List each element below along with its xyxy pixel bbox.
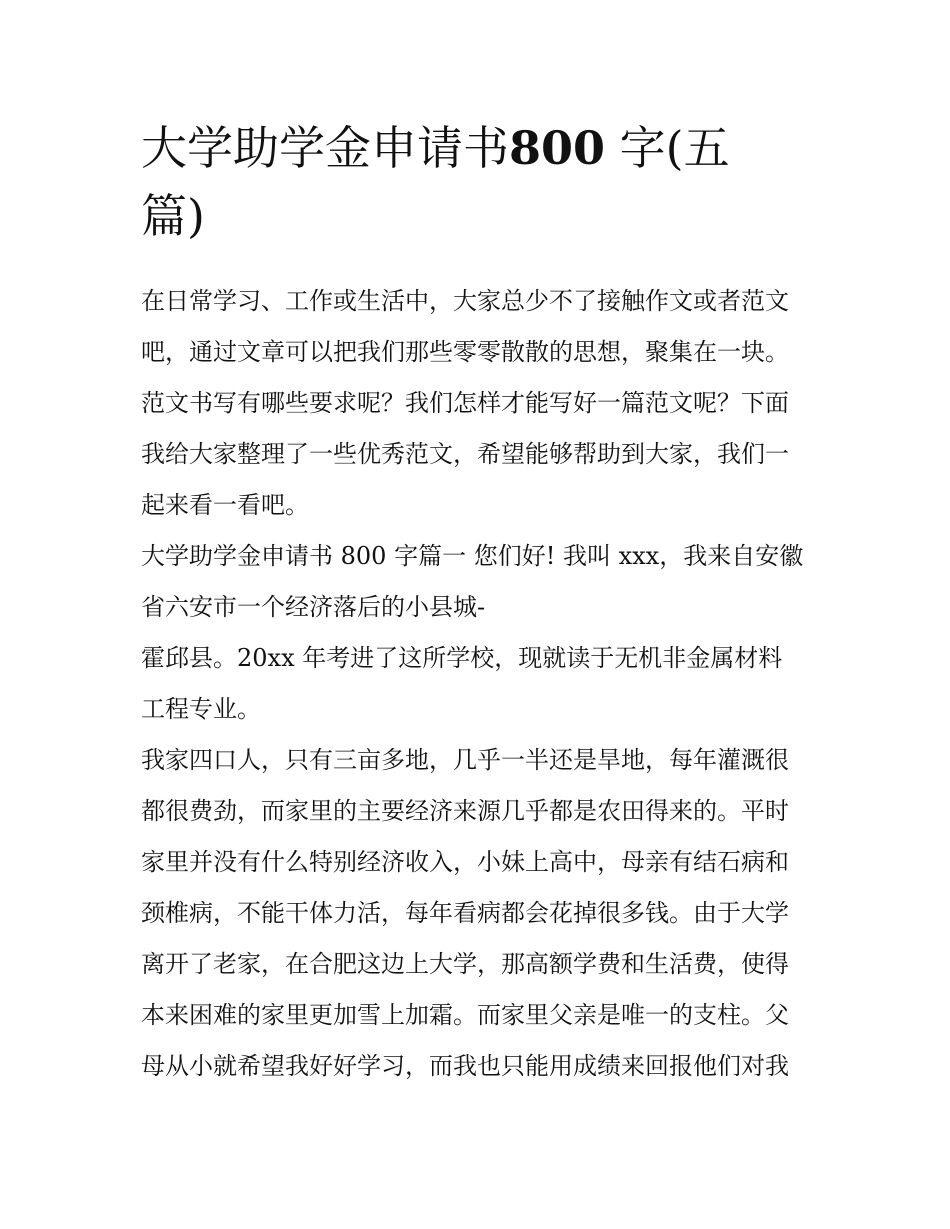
paragraph-line: 大学助学金申请书 800 字篇一 您们好! 我叫 xxx，我来自安徽 bbox=[141, 542, 804, 570]
paragraph-line: 家里并没有什么特别经济收入，小妹上高中，母亲有结石病和 bbox=[141, 848, 789, 876]
document-body bbox=[141, 276, 813, 1092]
paragraph-line: 我给大家整理了一些优秀范文，希望能够帮助到大家，我们一 bbox=[141, 440, 789, 468]
title-text-part1: 大学助学金申请书 bbox=[141, 121, 509, 175]
paragraph-line: 起来看一看吧。 bbox=[141, 491, 309, 519]
paragraph-line: 霍邱县。20xx 年考进了这所学校，现就读于无机非金属材料 bbox=[141, 644, 783, 672]
paragraph-line: 都很费劲，而家里的主要经济来源几乎都是农田得来的。平时 bbox=[141, 797, 789, 825]
title-number: 800 bbox=[509, 121, 606, 175]
title-text-part3: 字(五 bbox=[605, 121, 730, 175]
paragraph-family-situation bbox=[141, 735, 813, 1092]
document-title bbox=[141, 114, 811, 250]
title-text-part4: 篇) bbox=[141, 189, 205, 243]
paragraph-essay-one-opening bbox=[141, 531, 813, 633]
paragraph-line: 范文书写有哪些要求呢？我们怎样才能写好一篇范文呢？下面 bbox=[141, 389, 789, 417]
paragraph-line: 省六安市一个经济落后的小县城- bbox=[141, 593, 486, 621]
paragraph-intro bbox=[141, 276, 813, 531]
paragraph-school-info bbox=[141, 633, 813, 735]
paragraph-line: 母从小就希望我好好学习，而我也只能用成绩来回报他们对我 bbox=[141, 1052, 789, 1080]
paragraph-line: 工程专业。 bbox=[141, 695, 261, 723]
paragraph-line: 颈椎病，不能干体力活，每年看病都会花掉很多钱。由于大学 bbox=[141, 899, 789, 927]
paragraph-line: 吧，通过文章可以把我们那些零零散散的思想，聚集在一块。 bbox=[141, 338, 789, 366]
paragraph-line: 离开了老家，在合肥这边上大学，那高额学费和生活费，使得 bbox=[141, 950, 789, 978]
paragraph-line: 我家四口人，只有三亩多地，几乎一半还是旱地，每年灌溉很 bbox=[141, 746, 789, 774]
paragraph-line: 本来困难的家里更加雪上加霜。而家里父亲是唯一的支柱。父 bbox=[141, 1001, 789, 1029]
paragraph-line: 在日常学习、工作或生活中，大家总少不了接触作文或者范文 bbox=[141, 287, 789, 315]
